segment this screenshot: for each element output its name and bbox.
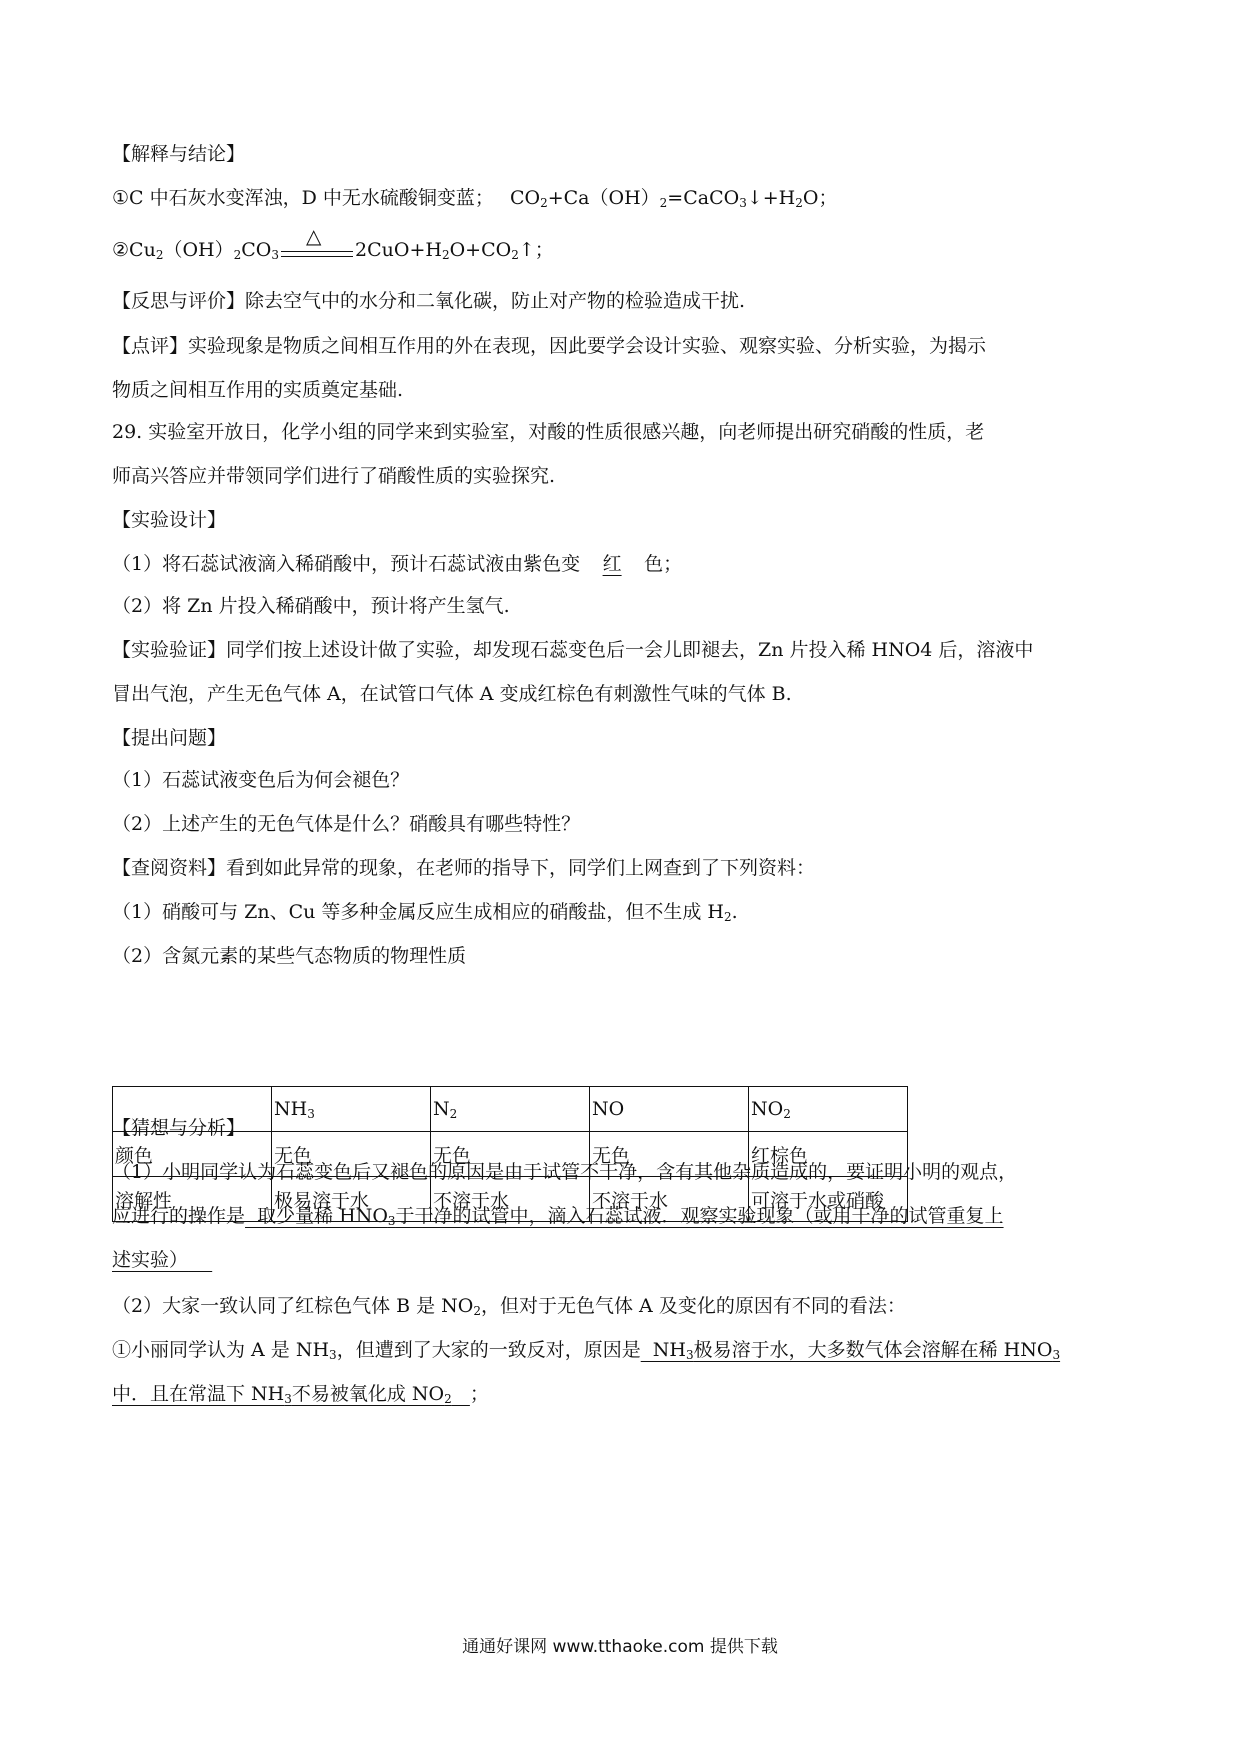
answer-reason-a: $NH_3$极易溶于水，大多数气体会溶解在稀 $HNO_3$ (640, 1339, 1061, 1362)
guess-item-1-line-2 (112, 1202, 1004, 1230)
lookup-text: 看到如此异常的现象，在老师的指导下，同学们上网查到了下列资料： (226, 857, 816, 879)
table-header-cell: $NH_3$ (272, 1087, 431, 1132)
guess-item-2a-line-2 (112, 1380, 489, 1408)
guess-item-2a-line-1 (112, 1336, 1060, 1364)
table-cell: 颜色 (113, 1132, 272, 1177)
question-item-2: （2）上述产生的无色气体是什么？硝酸具有哪些特性？ (112, 813, 581, 835)
question-29-line-2: 师高兴答应并带领同学们进行了硝酸性质的实验探究. (112, 465, 556, 487)
verify-line-2: 冒出气泡，产生无色气体 A，在试管口气体 A 变成红棕色有刺激性气味的气体 B. (112, 683, 792, 705)
reflect-label: 【反思与评价】 (112, 290, 246, 312)
design-item-1 (112, 550, 682, 578)
guess-item-1-prefix: 应进行的操作是 (112, 1205, 246, 1227)
table-header-cell: NO (590, 1087, 749, 1132)
guess-heading: 【猜想与分析】 (112, 1117, 246, 1139)
design-heading: 【实验设计】 (112, 509, 227, 531)
equation-2-products: $2CuO+H_2O+CO_2↑$； (355, 239, 554, 262)
heat-condition-sign (279, 224, 355, 264)
table-cell: 不溶于水 (431, 1177, 590, 1222)
question-item-1: （1）石蕊试液变色后为何会褪色？ (112, 769, 410, 791)
table-header-cell: $NO_2$ (749, 1087, 908, 1132)
lookup-item-1: （1）硝酸可与 Zn、Cu 等多种金属反应生成相应的硝酸盐，但不生成 $H_2$. (112, 901, 738, 924)
table-cell: 可溶于水或硝酸 (749, 1177, 908, 1222)
answer-operation-b (112, 1249, 212, 1271)
lookup-label: 【查阅资料】 (112, 857, 227, 879)
table-cell: 无色 (431, 1132, 590, 1177)
comment-line-2: 物质之间相互作用的实质奠定基础. (112, 379, 404, 401)
question-29-line-1: 29. 实验室开放日，化学小组的同学来到实验室，对酸的性质很感兴趣，向老师提出研究硝酸的性质，老 (112, 421, 985, 443)
verify-text-1: 同学们按上述设计做了实验，却发现石蕊变色后一会儿即褪去，Zn 片投入稀 HNO4 后，溶液中 (226, 639, 1034, 661)
explain-line-2 (112, 224, 554, 264)
answer-operation-b-text: 述实验） (112, 1249, 189, 1271)
verify-line-1 (112, 636, 1033, 664)
table-cell: 红棕色 (749, 1132, 908, 1177)
answer-reason-b: 中．且在常温下 $NH_3$不易被氧化成 $NO_2$ (112, 1383, 452, 1406)
guess-item-1-line-1: （1）小明同学认为石蕊变色后又褪色的原因是由于试管不干净，含有其他杂质造成的，要证明小明的观点， (112, 1161, 1018, 1183)
reflect-line (112, 287, 745, 315)
explain-line-1-text: ①C 中石灰水变浑浊，D 中无水硫酸铜变蓝； (112, 187, 494, 209)
guess-item-2: （2）大家一致认同了红棕色气体 B 是 $NO_2$，但对于无色气体 A 及变化的原因有不同的看法： (112, 1295, 906, 1318)
design-item-2: （2）将 Zn 片投入稀硝酸中，预计将产生氢气. (112, 595, 510, 617)
comment-label: 【点评】 (112, 335, 189, 357)
lookup-line (112, 854, 815, 882)
reflect-text: 除去空气中的水分和二氧化碳，防止对产物的检验造成干扰. (245, 290, 746, 312)
table-cell: 无色 (590, 1132, 749, 1177)
guess-item-2a-suffix: ； (469, 1383, 489, 1405)
table-header-cell: $N_2$ (431, 1087, 590, 1132)
question-heading: 【提出问题】 (112, 727, 227, 749)
equation-1: $CO_2+Ca(OH)_2=CaCO_3↓+H_2O$； (509, 187, 838, 210)
equation-2-reactant: $②Cu_2(OH)_2CO_3$ (112, 239, 280, 262)
answer-blank-color: 红 (602, 553, 622, 575)
answer-operation-a: 取少量稀 $HNO_3$于干净的试管中，滴入石蕊试液．观察实验现象（或用干净的试管重复上 (245, 1205, 1004, 1228)
footer-source: 通通好课网 www.tthaoke.com 提供下载 (462, 1637, 778, 1657)
comment-line-1 (112, 332, 986, 360)
table-cell: 极易溶于水 (272, 1177, 431, 1222)
guess-item-2a-prefix: ①小丽同学认为 A 是 $NH_3$，但遭到了大家的一致反对，原因是 (112, 1339, 641, 1362)
table-cell: 无色 (272, 1132, 431, 1177)
table-cell: 溶解性 (113, 1177, 272, 1222)
explain-heading: 【解释与结论】 (112, 143, 246, 165)
design-item-1-suffix: 色； (644, 553, 683, 575)
lookup-item-2: （2）含氮元素的某些气态物质的物理性质 (112, 945, 467, 967)
table-cell: 不溶于水 (590, 1177, 749, 1222)
design-item-1-text: （1）将石蕊试液滴入稀硝酸中，预计石蕊试液由紫色变 (112, 553, 581, 575)
guess-item-1-line-3 (112, 1246, 212, 1274)
delta-icon: △ (306, 224, 322, 248)
comment-text-1: 实验现象是物质之间相互作用的外在表现，因此要学会设计实验、观察实验、分析实验，为揭示 (188, 335, 987, 357)
verify-label: 【实验验证】 (112, 639, 227, 661)
explain-line-1 (112, 184, 837, 212)
